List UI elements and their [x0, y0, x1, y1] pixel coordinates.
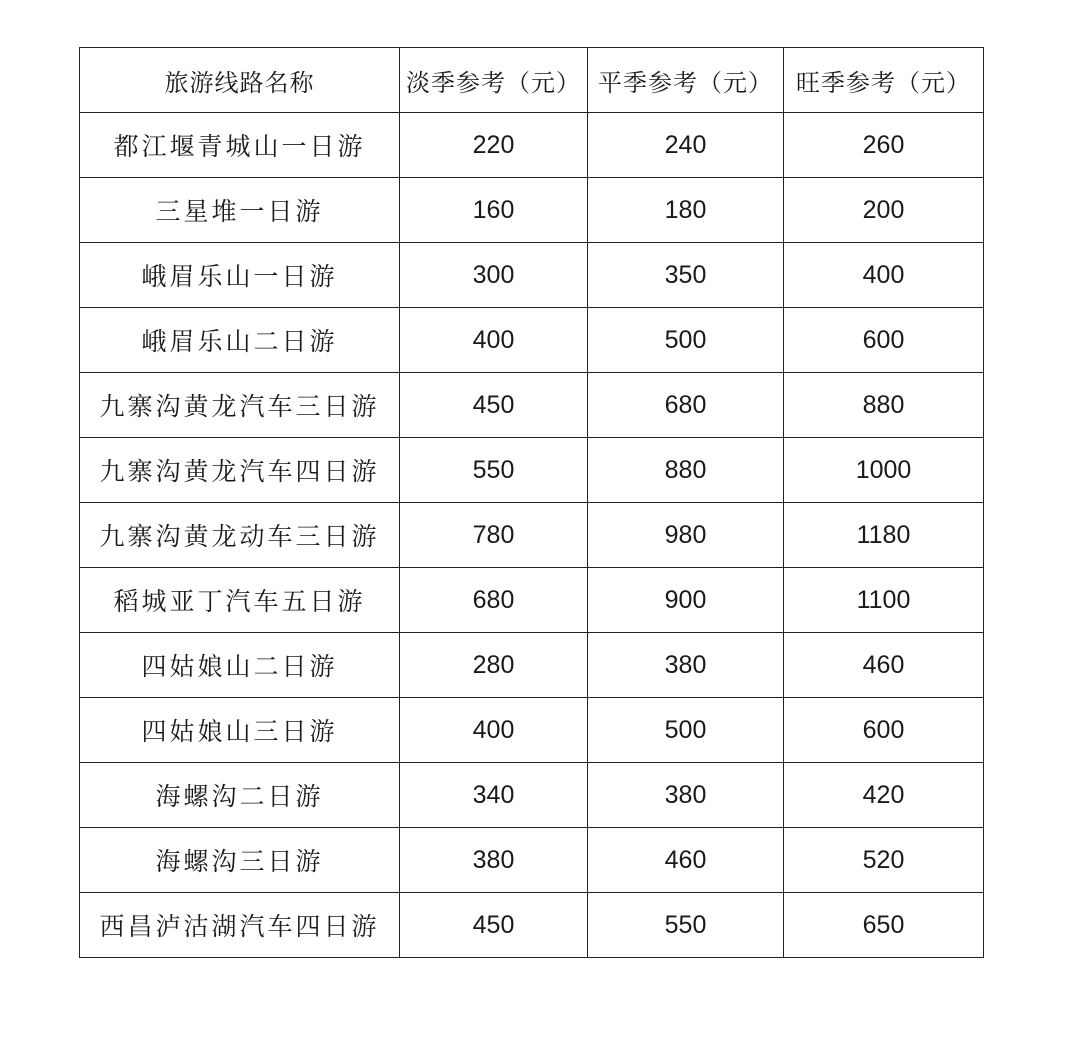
cell-mid-season-price: 380 — [588, 763, 784, 828]
cell-mid-season-price: 460 — [588, 828, 784, 893]
cell-high-season-price: 1100 — [784, 568, 984, 633]
cell-mid-season-price: 500 — [588, 698, 784, 763]
cell-high-season-price: 420 — [784, 763, 984, 828]
cell-route-name: 九寨沟黄龙汽车四日游 — [80, 438, 400, 503]
cell-high-season-price: 600 — [784, 698, 984, 763]
table-row — [80, 763, 984, 828]
cell-low-season-price: 400 — [400, 308, 588, 373]
table-row — [80, 893, 984, 958]
table-body — [80, 113, 984, 958]
table-row — [80, 698, 984, 763]
table-row — [80, 568, 984, 633]
cell-low-season-price: 450 — [400, 373, 588, 438]
cell-route-name: 海螺沟二日游 — [80, 763, 400, 828]
cell-mid-season-price: 680 — [588, 373, 784, 438]
cell-high-season-price: 1000 — [784, 438, 984, 503]
cell-high-season-price: 880 — [784, 373, 984, 438]
cell-mid-season-price: 900 — [588, 568, 784, 633]
header-row — [80, 48, 984, 113]
cell-route-name: 九寨沟黄龙汽车三日游 — [80, 373, 400, 438]
cell-route-name: 峨眉乐山一日游 — [80, 243, 400, 308]
cell-route-name: 四姑娘山三日游 — [80, 698, 400, 763]
cell-low-season-price: 400 — [400, 698, 588, 763]
cell-high-season-price: 520 — [784, 828, 984, 893]
cell-low-season-price: 680 — [400, 568, 588, 633]
cell-high-season-price: 200 — [784, 178, 984, 243]
table-row — [80, 113, 984, 178]
cell-low-season-price: 300 — [400, 243, 588, 308]
table-row — [80, 243, 984, 308]
cell-route-name: 四姑娘山二日游 — [80, 633, 400, 698]
cell-low-season-price: 450 — [400, 893, 588, 958]
cell-mid-season-price: 240 — [588, 113, 784, 178]
cell-high-season-price: 600 — [784, 308, 984, 373]
table-row — [80, 178, 984, 243]
cell-mid-season-price: 180 — [588, 178, 784, 243]
cell-low-season-price: 340 — [400, 763, 588, 828]
cell-route-name: 都江堰青城山一日游 — [80, 113, 400, 178]
cell-low-season-price: 160 — [400, 178, 588, 243]
cell-route-name: 西昌泸沽湖汽车四日游 — [80, 893, 400, 958]
table-row — [80, 373, 984, 438]
cell-mid-season-price: 500 — [588, 308, 784, 373]
cell-mid-season-price: 880 — [588, 438, 784, 503]
cell-route-name: 稻城亚丁汽车五日游 — [80, 568, 400, 633]
header-route-name: 旅游线路名称 — [80, 48, 400, 113]
table-row — [80, 503, 984, 568]
cell-high-season-price: 1180 — [784, 503, 984, 568]
header-mid-season: 平季参考（元） — [588, 48, 784, 113]
cell-low-season-price: 280 — [400, 633, 588, 698]
cell-low-season-price: 220 — [400, 113, 588, 178]
cell-route-name: 九寨沟黄龙动车三日游 — [80, 503, 400, 568]
cell-route-name: 三星堆一日游 — [80, 178, 400, 243]
cell-low-season-price: 780 — [400, 503, 588, 568]
cell-low-season-price: 550 — [400, 438, 588, 503]
cell-low-season-price: 380 — [400, 828, 588, 893]
table-row — [80, 828, 984, 893]
cell-high-season-price: 460 — [784, 633, 984, 698]
cell-mid-season-price: 980 — [588, 503, 784, 568]
cell-high-season-price: 400 — [784, 243, 984, 308]
cell-mid-season-price: 380 — [588, 633, 784, 698]
cell-mid-season-price: 550 — [588, 893, 784, 958]
cell-high-season-price: 650 — [784, 893, 984, 958]
cell-high-season-price: 260 — [784, 113, 984, 178]
table-row — [80, 438, 984, 503]
header-low-season: 淡季参考（元） — [400, 48, 588, 113]
cell-route-name: 海螺沟三日游 — [80, 828, 400, 893]
price-table — [79, 47, 984, 958]
cell-route-name: 峨眉乐山二日游 — [80, 308, 400, 373]
cell-mid-season-price: 350 — [588, 243, 784, 308]
table-row — [80, 633, 984, 698]
header-high-season: 旺季参考（元） — [784, 48, 984, 113]
table-row — [80, 308, 984, 373]
